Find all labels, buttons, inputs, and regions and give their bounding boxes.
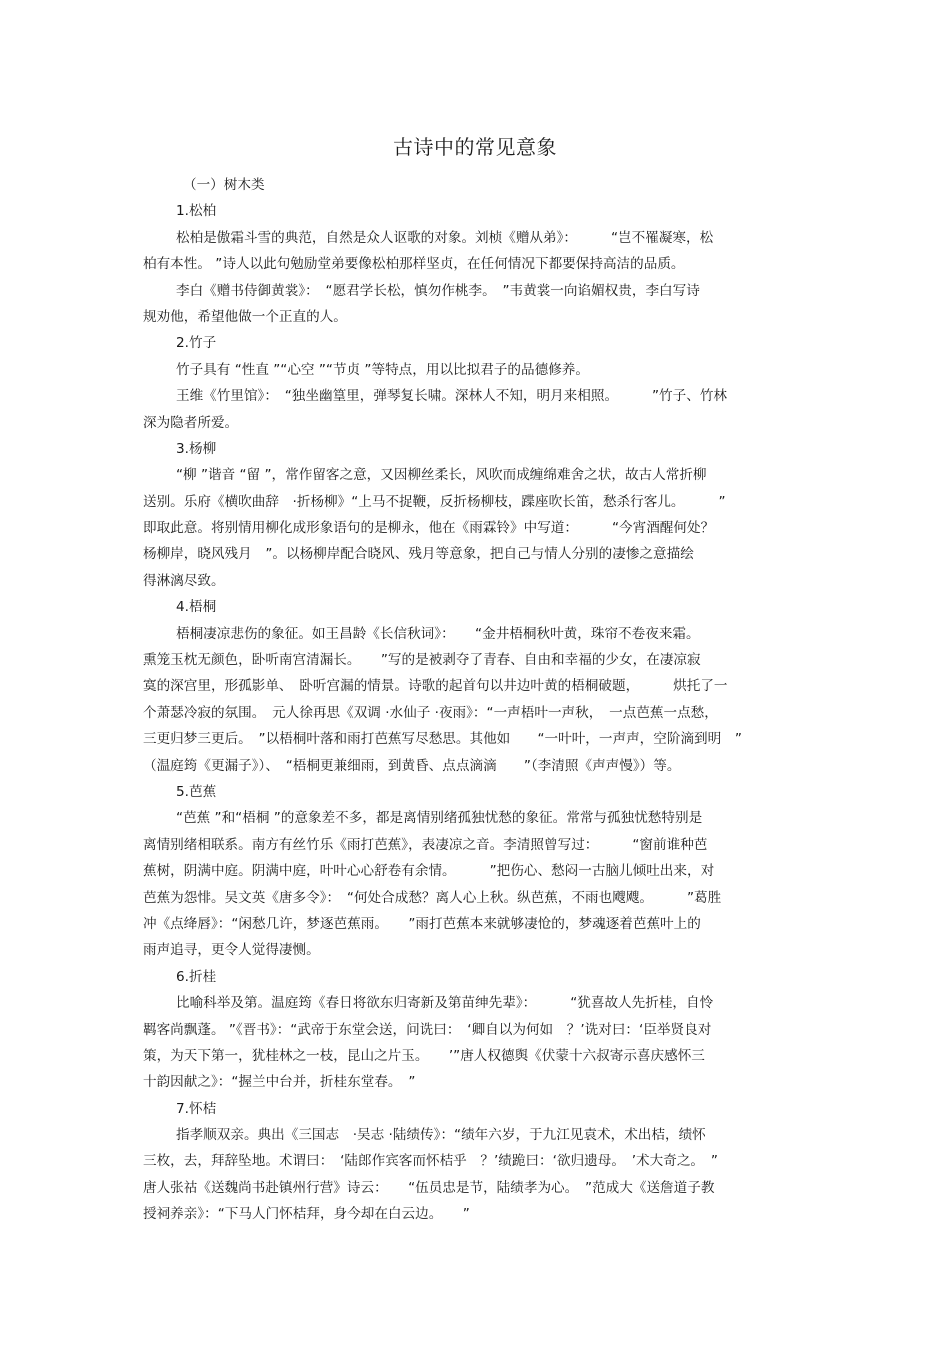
paragraph-line: 授祠养亲》：“下马人门怀桔拜，身今却在白云边。 ” xyxy=(143,1206,470,1223)
paragraph-line: 深为隐者所爱。 xyxy=(143,414,239,431)
paragraph-line: 李白《赠书侍御黄裳》： “愿君学长松，慎勿作桃李。 ”韦黄裳一向谄媚权贵，李白写诗 xyxy=(176,282,700,299)
category-heading: （一）树木类 xyxy=(183,177,265,193)
paragraph-line: “芭蕉 ”和“梧桐 ”的意象差不多，都是离情别绪孤独忧愁的象征。常常与孤独忧愁特别是 xyxy=(176,810,703,827)
paragraph-line: 规劝他，希望他做一个正直的人。 xyxy=(143,308,347,325)
paragraph-line: 松柏是傲霜斗雪的典范，自然是众人讴歌的对象。刘桢《赠从弟》： “岂不罹凝寒，松 xyxy=(176,229,714,246)
paragraph-line: 寞的深宫里，形孤影单、 卧听宫漏的情景。诗歌的起首句以井边叶黄的梧桐破题， 烘托了一 xyxy=(143,678,728,695)
paragraph-line: 芭蕉为怨悱。吴文英《唐多令》： “何处合成愁？离人心上秋。纵芭蕉，不雨也飕飕。 ”葛胜 xyxy=(143,889,722,906)
section-heading: 6.折桂 xyxy=(176,968,217,985)
paragraph-line: 唐人张祜《送魏尚书赴镇州行营》诗云： “伍员忠是节，陆绩孝为心。 ”范成大《送詹道子教 xyxy=(143,1179,715,1196)
section-heading: 5.芭蕉 xyxy=(176,783,217,800)
section-heading: 3.杨柳 xyxy=(176,440,217,457)
paragraph-line: 三更归梦三更后。 ”以梧桐叶落和雨打芭蕉写尽愁思。其他如 “一叶叶，一声声，空阶滴到明 ” xyxy=(143,731,742,748)
paragraph-line: （温庭筠《更漏子》）、 “梧桐更兼细雨，到黄昏、点点滴滴 ”（李清照《声声慢》）等。 xyxy=(143,757,681,774)
section-heading: 4.梧桐 xyxy=(176,599,217,616)
paragraph-line: 即取此意。将别情用柳化成形象语句的是柳永，他在《雨霖铃》中写道： “今宵酒醒何处？ xyxy=(143,520,715,537)
section-heading: 1.松柏 xyxy=(176,203,217,220)
paragraph-line: 梧桐凄凉悲伤的象征。如王昌龄《长信秋词》： “金井梧桐秋叶黄，珠帘不卷夜来霜。 xyxy=(176,625,700,642)
paragraph-line: 比喻科举及第。温庭筠《春日将欲东归寄新及第苗绅先辈》： “犹喜故人先折桂，自怜 xyxy=(176,995,714,1012)
document-body xyxy=(143,172,798,1228)
paragraph-line: 三枚，去，拜辞坠地。术谓曰： ‘陆郎作宾客而怀桔乎 ？’绩跪曰：‘欲归遗母。 ’术大奇之。 ” xyxy=(143,1153,718,1170)
paragraph-line: 指孝顺双亲。典出《三国志 ·吴志 ·陆绩传》：“绩年六岁，于九江见袁术，术出桔，绩怀 xyxy=(176,1127,706,1144)
paragraph-line: 冲《点绛唇》：“闲愁几许，梦逐芭蕉雨。 ”雨打芭蕉本来就够凄怆的，梦魂逐着芭蕉叶上的 xyxy=(143,915,701,932)
paragraph-line: 柏有本性。 ”诗人以此句勉励堂弟要像松柏那样坚贞，在任何情况下都要保持高洁的品质。 xyxy=(143,256,685,273)
paragraph-line: 杨柳岸，晓风残月 ”。以杨柳岸配合晓风、残月等意象，把自己与情人分别的凄惨之意描绘 xyxy=(143,546,694,563)
paragraph-line: 十韵因献之》：“握兰中台并，折桂东堂春。 ” xyxy=(143,1074,416,1091)
paragraph-line: “柳 ”谐音 “留 ”，常作留客之意，又因柳丝柔长，风吹而成缠绵难舍之状，故古人常折柳 xyxy=(176,467,707,484)
paragraph-line: 竹子具有 “性直 ”“心空 ”“节贞 ”等特点，用以比拟君子的品德修养。 xyxy=(176,361,589,378)
paragraph-line: 王维《竹里馆》： “独坐幽篁里，弹琴复长啸。深林人不知，明月来相照。 ”竹子、竹林 xyxy=(176,388,728,405)
paragraph-line: 得淋漓尽致。 xyxy=(143,572,225,589)
paragraph-line: 离情别绪相联系。南方有丝竹乐《雨打芭蕉》，表凄凉之音。李清照曾写过： “窗前谁种芭 xyxy=(143,836,708,853)
paragraph-line: 熏笼玉枕无颜色，卧听南宫清漏长。 ”写的是被剥夺了青春、自由和幸福的少女，在凄凉寂 xyxy=(143,652,701,669)
paragraph-line: 策，为天下第一，犹桂林之一枝，昆山之片玉。 ’”唐人权德舆《伏蒙十六叔寄示喜庆感怀三 xyxy=(143,1047,705,1064)
paragraph-line: 送别。乐府《横吹曲辞 ·折杨柳》“上马不捉鞭，反折杨柳枝，蹀座吹长笛，愁杀行客儿。 ” xyxy=(143,493,726,510)
section-heading: 7.怀桔 xyxy=(176,1100,217,1117)
document-title: 古诗中的常见意象 xyxy=(393,135,557,159)
paragraph-line: 蕉树，阴满中庭。阴满中庭，叶叶心心舒卷有余情。 ”把伤心、愁闷一古脑儿倾吐出来，对 xyxy=(143,863,715,880)
paragraph-line: 羁客尚飘蓬。 ”《晋书》：“武帝于东堂会送，问诜曰： ‘卿自以为何如 ？’诜对曰：‘臣举贤良对 xyxy=(143,1021,712,1038)
paragraph-line: 个萧瑟冷寂的氛围。 元人徐再思《双调 ·水仙子 ·夜雨》：“一声梧叶一声秋， 一点芭蕉一点愁， xyxy=(143,704,718,721)
section-heading: 2.竹子 xyxy=(176,335,217,352)
paragraph-line: 雨声追寻，更令人觉得凄恻。 xyxy=(143,942,320,959)
